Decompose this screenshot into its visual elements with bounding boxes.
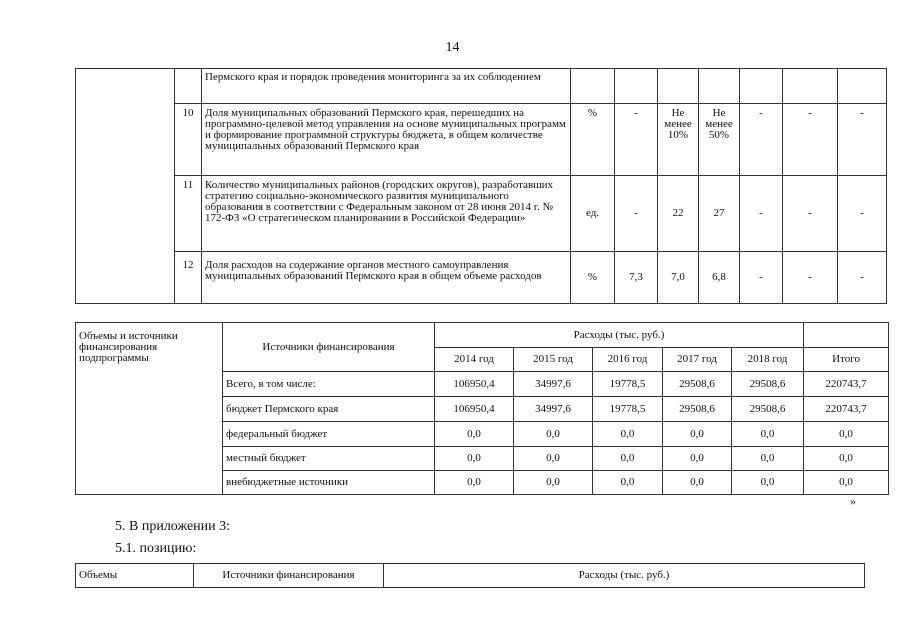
indicator-row — [76, 104, 887, 176]
indicator-number: 12 — [175, 252, 202, 304]
funding-value: 0,0 — [663, 447, 732, 471]
funding-value: 34997,6 — [514, 397, 593, 422]
bottom-col3: Расходы (тыс. руб.) — [384, 564, 865, 588]
funding-source-label: бюджет Пермского края — [223, 397, 435, 422]
indicator-number: 11 — [175, 176, 202, 252]
indicator-number: 10 — [175, 104, 202, 176]
indicator-unit: % — [571, 252, 615, 304]
year-header: 2015 год — [514, 348, 593, 372]
funding-source-label: Всего, в том числе: — [223, 372, 435, 397]
indicator-value: - — [615, 104, 658, 176]
indicator-value: - — [740, 176, 783, 252]
bottom-table — [75, 563, 865, 588]
funding-value: 29508,6 — [732, 372, 804, 397]
funding-source-label: местный бюджет — [223, 447, 435, 471]
indicators-table — [75, 68, 887, 304]
funding-value: 106950,4 — [435, 372, 514, 397]
funding-value: 0,0 — [732, 447, 804, 471]
closing-quote: » — [850, 494, 856, 508]
funding-value: 0,0 — [593, 447, 663, 471]
paragraph-appendix: 5. В приложении 3: — [115, 519, 231, 534]
indicator-value: 22 — [658, 176, 699, 252]
funding-value: 0,0 — [732, 422, 804, 447]
indicator-text: Доля муниципальных образований Пермского края, перешедших на программно-целевой метод управления на основе муниципальных программ и формирование программной структуры бюджета, в общем количестве муниципальных образований Пермского края — [202, 104, 571, 176]
indicator-row — [76, 69, 887, 104]
year-header: 2018 год — [732, 348, 804, 372]
funding-value: 220743,7 — [804, 397, 889, 422]
indicator-value: - — [615, 176, 658, 252]
indicator-value: - — [740, 104, 783, 176]
indicator-value: Не менее 50% — [699, 104, 740, 176]
funding-value: 0,0 — [514, 422, 593, 447]
section-cell — [76, 69, 175, 304]
funding-value: 0,0 — [663, 471, 732, 495]
indicator-value — [838, 69, 887, 104]
funding-value: 19778,5 — [593, 397, 663, 422]
indicator-value: - — [783, 176, 838, 252]
paragraph-position: 5.1. позицию: — [115, 541, 197, 556]
indicator-value: - — [783, 104, 838, 176]
indicator-value: Не менее 10% — [658, 104, 699, 176]
empty-header-cell — [804, 323, 889, 348]
indicator-value: - — [838, 104, 887, 176]
funding-value: 29508,6 — [663, 397, 732, 422]
indicator-value — [658, 69, 699, 104]
indicator-value: - — [838, 252, 887, 304]
funding-value: 0,0 — [732, 471, 804, 495]
indicator-unit — [571, 69, 615, 104]
indicator-value — [615, 69, 658, 104]
funding-value: 0,0 — [804, 422, 889, 447]
funding-value: 0,0 — [804, 471, 889, 495]
funding-value: 34997,6 — [514, 372, 593, 397]
funding-value: 0,0 — [435, 471, 514, 495]
year-header: 2016 год — [593, 348, 663, 372]
funding-value: 106950,4 — [435, 397, 514, 422]
indicator-row — [76, 252, 887, 304]
funding-value: 0,0 — [593, 471, 663, 495]
indicator-value: - — [838, 176, 887, 252]
funding-value: 29508,6 — [732, 397, 804, 422]
indicator-value: - — [740, 252, 783, 304]
expenses-header: Расходы (тыс. руб.) — [435, 323, 804, 348]
funding-value: 0,0 — [663, 422, 732, 447]
page-number: 14 — [445, 40, 460, 55]
indicator-value — [699, 69, 740, 104]
funding-value: 0,0 — [804, 447, 889, 471]
funding-value: 0,0 — [514, 447, 593, 471]
funding-table — [75, 322, 889, 495]
bottom-col2: Источники финансирования — [194, 564, 384, 588]
indicator-unit: ед. — [571, 176, 615, 252]
funding-value: 0,0 — [435, 447, 514, 471]
indicator-value: 7,0 — [658, 252, 699, 304]
funding-value: 0,0 — [593, 422, 663, 447]
indicator-unit: % — [571, 104, 615, 176]
funding-value: 29508,6 — [663, 372, 732, 397]
total-header: Итого — [804, 348, 889, 372]
indicator-number — [175, 69, 202, 104]
funding-value: 0,0 — [435, 422, 514, 447]
funding-row-label: Объемы и источники финансирования подпрограммы — [76, 323, 223, 495]
indicator-text: Пермского края и порядок проведения мониторинга за их соблюдением — [202, 69, 571, 104]
indicator-value — [740, 69, 783, 104]
indicator-row — [76, 176, 887, 252]
indicator-value: - — [783, 252, 838, 304]
indicator-value — [783, 69, 838, 104]
funding-value: 0,0 — [514, 471, 593, 495]
funding-value: 19778,5 — [593, 372, 663, 397]
funding-source-label: внебюджетные источники — [223, 471, 435, 495]
indicator-value: 27 — [699, 176, 740, 252]
indicator-value: 7,3 — [615, 252, 658, 304]
year-header: 2017 год — [663, 348, 732, 372]
sources-header: Источники финансирования — [223, 323, 435, 372]
indicator-value: 6,8 — [699, 252, 740, 304]
year-header: 2014 год — [435, 348, 514, 372]
indicator-text: Количество муниципальных районов (городских округов), разработавших стратегию социально-экономического развития муниципального образования в соответствии с Федеральным законом от 28 июня 2014 г. № 172-ФЗ «О стратегическом планировании в Российской Федерации» — [202, 176, 571, 252]
funding-value: 220743,7 — [804, 372, 889, 397]
funding-source-label: федеральный бюджет — [223, 422, 435, 447]
bottom-col1: Объемы — [76, 564, 194, 588]
indicator-text: Доля расходов на содержание органов местного самоуправления муниципальных образований Пермского края в общем объеме расходов — [202, 252, 571, 304]
